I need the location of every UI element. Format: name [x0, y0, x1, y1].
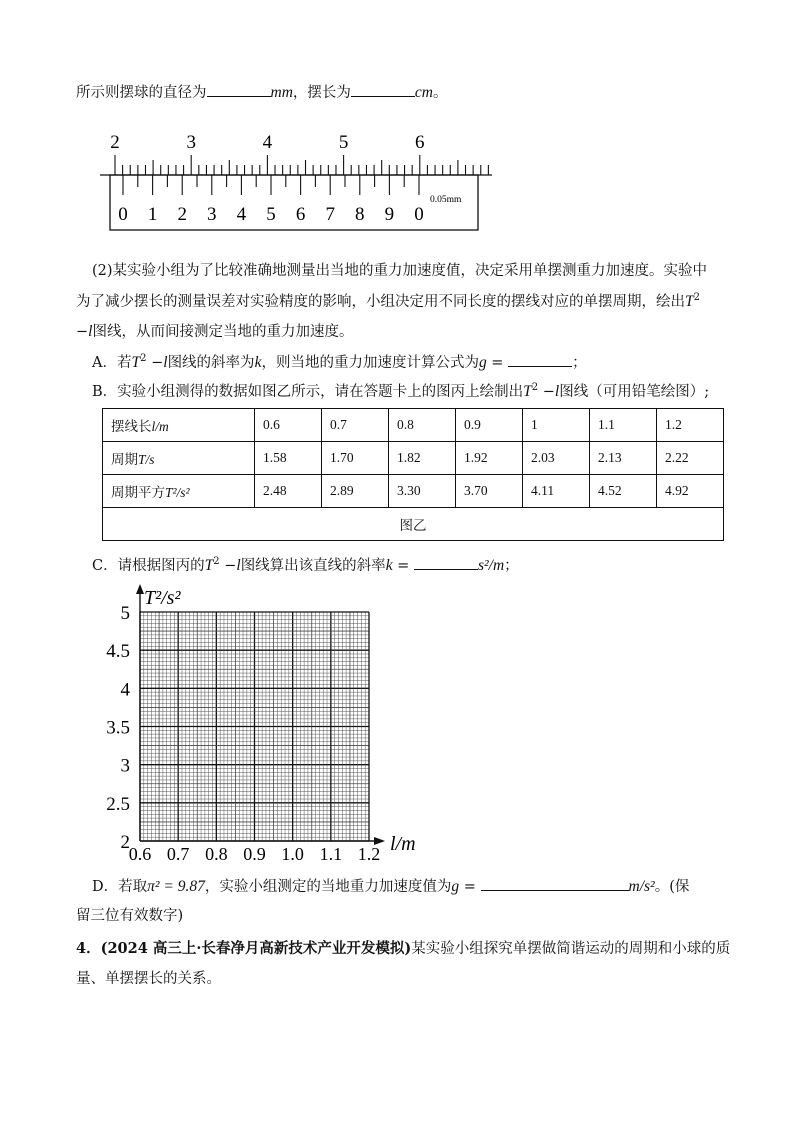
y-tick-label: 2: [120, 832, 130, 853]
table-caption: 图乙: [103, 508, 724, 541]
table-caption-row: [103, 508, 724, 541]
x-tick-label: 0.9: [243, 844, 266, 864]
table-row: 周期T/s 1.58 1.70 1.82 1.92 2.03 2.13 2.22: [103, 442, 724, 475]
vernier-scale-label: 7: [325, 204, 335, 225]
item-c: C．请根据图丙的$T^2 -l$图线算出该直线的斜率k = s²/m；: [92, 556, 519, 574]
caliper-precision: 0.05mm: [430, 195, 462, 205]
vernier-caliper-figure: [96, 128, 496, 234]
x-tick-label: 0.7: [166, 844, 190, 864]
vernier-scale-label: 0: [414, 204, 424, 225]
item-d-line-2: 留三位有效数字): [76, 908, 184, 924]
slope-unit: s²/m: [477, 557, 505, 574]
x-tick-label: 1.2: [357, 844, 381, 864]
y-axis-label: T²/s²: [144, 587, 181, 609]
y-tick-labels: [106, 603, 130, 853]
table-row: 周期平方T²/s² 2.48 2.89 3.30 3.70 4.11 4.52 4.92: [103, 475, 724, 508]
q2-line-3: −l图线，从而间接测定当地的重力加速度。: [76, 323, 354, 340]
data-table: [102, 408, 724, 541]
vernier-scale: [118, 175, 424, 225]
vernier-scale-label: 6: [295, 204, 306, 225]
q4-line-2: 量、单摆摆长的关系。: [76, 971, 221, 987]
row-label: 摆线长l/m: [103, 409, 255, 442]
row-label: 周期T/s: [103, 442, 255, 475]
main-scale-label: 5: [338, 132, 349, 153]
x-tick-labels: [129, 844, 381, 864]
x-tick-label: 1.1: [319, 844, 343, 864]
y-tick-label: 4: [120, 679, 130, 701]
intro-line: 所示则摆球的直径为 mm，摆长为 cm。: [76, 84, 448, 101]
graph-paper-figure: [96, 582, 436, 864]
x-axis-label: l/m: [390, 833, 416, 855]
row-label: 周期平方T²/s²: [103, 475, 255, 508]
q2-line-1: (2)某实验小组为了比较准确地测量出当地的重力加速度值，决定采用单摆测重力加速度。实验中: [92, 263, 708, 279]
length-blank[interactable]: [351, 82, 415, 97]
y-tick-label: 2.5: [106, 793, 130, 815]
q4-source: (2024 高三上·长春净月高新技术产业开发模拟): [100, 940, 412, 957]
q4-line-1: 4．(2024 高三上·长春净月高新技术产业开发模拟)某实验小组探究单摆做简谐运动的周期和小球的质: [76, 940, 731, 957]
vernier-scale-label: 4: [236, 204, 247, 225]
y-tick-label: 3.5: [106, 717, 130, 739]
vernier-scale-label: 5: [266, 204, 276, 225]
g-value-blank[interactable]: [481, 876, 629, 891]
main-scale-label: 6: [415, 132, 425, 153]
table-row: 摆线长l/m 0.6 0.7 0.8 0.9 1 1.1 1.2: [103, 409, 724, 442]
intro-text-2: ，摆长为: [292, 85, 351, 101]
y-tick-label: 5: [120, 603, 130, 624]
grid: [140, 612, 369, 841]
axes: [136, 584, 385, 845]
vernier-scale-label: 1: [147, 204, 158, 225]
main-scale: [100, 132, 492, 175]
item-a: A．若$T^2 -l$图线的斜率为k，则当地的重力加速度计算公式为g = ；: [92, 353, 587, 371]
vernier-scale-label: 3: [207, 204, 217, 225]
x-tick-label: 0.8: [205, 844, 228, 864]
main-scale-label: 3: [186, 132, 196, 153]
unit-cm: cm: [414, 84, 433, 101]
x-tick-label: 1.0: [281, 844, 304, 864]
item-d: D．若取π² = 9.87，实验小组测定的当地重力加速度值为g = m/s²。(保: [92, 878, 690, 895]
x-tick-label: 0.6: [128, 844, 152, 864]
vernier-scale-label: 9: [384, 204, 395, 225]
y-tick-label: 4.5: [106, 641, 130, 663]
main-scale-label: 2: [110, 132, 120, 153]
intro-text: 所示则摆球的直径为: [76, 85, 207, 101]
vernier-scale-label: 2: [177, 204, 187, 225]
slope-blank[interactable]: [414, 555, 478, 570]
formula-blank[interactable]: [508, 352, 572, 367]
main-scale-label: 4: [262, 132, 273, 153]
diameter-blank[interactable]: [207, 82, 271, 97]
unit-mm: mm: [270, 84, 293, 101]
vernier-scale-label: 0: [118, 204, 128, 225]
vernier-scale-label: 8: [355, 204, 365, 225]
y-tick-label: 3: [120, 755, 130, 777]
item-b: B．实验小组测得的数据如图乙所示，请在答题卡上的图丙上绘制出$T^2 -l$图线（可用铅笔绘图）;: [92, 382, 710, 400]
q2-line-2: 为了减少摆长的测量误差对实验精度的影响，小组决定用不同长度的摆线对应的单摆周期，绘出$T^2$: [76, 292, 700, 310]
q4-number: 4．: [76, 940, 101, 957]
